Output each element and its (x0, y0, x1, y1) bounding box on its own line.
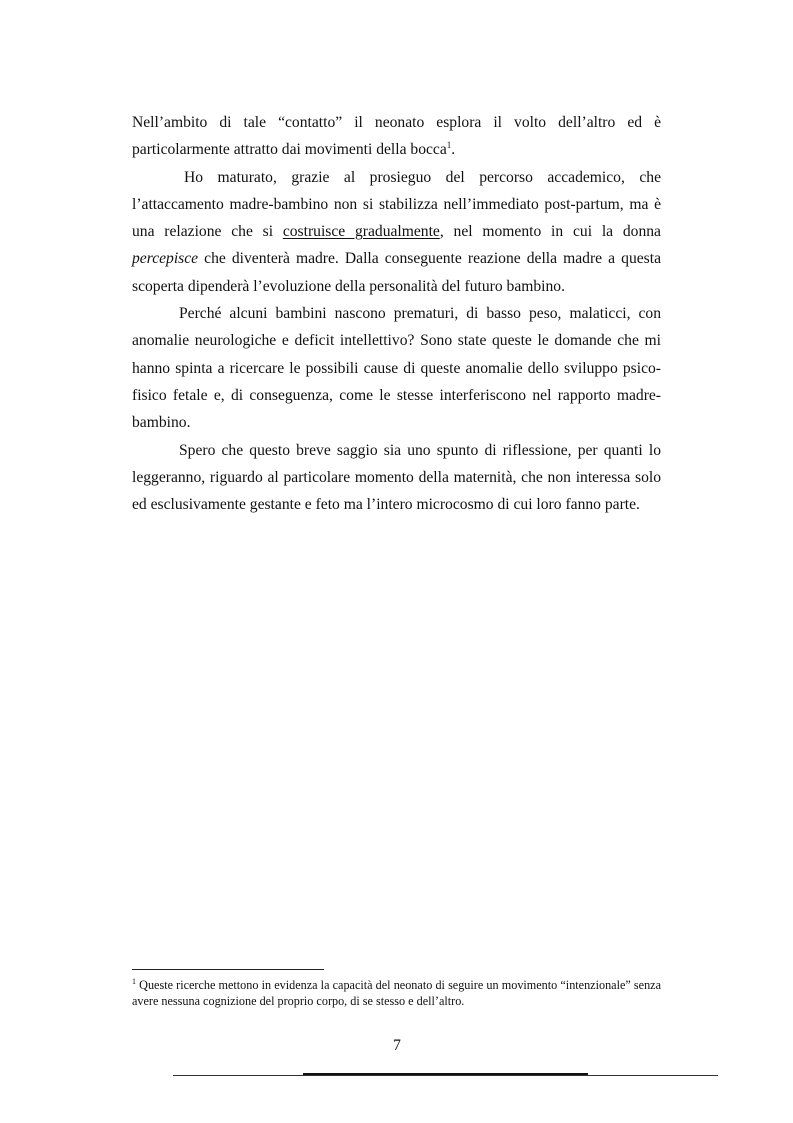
footnote (132, 978, 661, 1009)
page-number: 7 (393, 1037, 401, 1054)
underlined-phrase: costruisce gradualmente (282, 223, 440, 241)
paragraph-1-end: . (451, 141, 456, 159)
paragraph-1-text: Nell’ambito di tale “contatto” il neonato esplora il volto dell’altro ed è particolarmente attratto dai movimenti della bocca (132, 114, 661, 159)
body-text (132, 109, 661, 518)
italic-word: percepisce (132, 250, 199, 268)
paragraph-2-text-c: che diventerà madre. Dalla conseguente reazione della madre a questa scoperta dipenderà l’evoluzione della personalità del futuro bambino. (132, 250, 661, 295)
footnote-number: 1 (132, 977, 136, 986)
footnote-text: Queste ricerche mettono in evidenza la capacità del neonato di seguire un movimento “intenzionale” senza avere nessuna cognizione del proprio corpo, di se stesso e dell’altro. (132, 978, 661, 1008)
paragraph-2-text-a: Ho maturato, grazie al prosieguo del percorso accademico, che l’attaccamento madre-bambino non si stabilizza nell’immediato post-partum, ma è una relazione che si (132, 168, 661, 241)
paragraph-4: Spero che questo breve saggio sia uno spunto di riflessione, per quanti lo leggeranno, riguardo al particolare momento della maternità, che non interessa solo ed esclusivamente gestante e feto ma l’intero microcosmo di cui loro fanno parte. (132, 441, 661, 514)
paragraph-1 (132, 109, 661, 164)
footnote-separator (132, 969, 324, 970)
footer-rule-accent (303, 1073, 588, 1075)
paragraph-2 (132, 164, 661, 300)
footnote-reference: 1 (446, 140, 452, 151)
footer-rule (173, 1075, 718, 1076)
paragraph-2-text-b: , nel momento in cui la donna (439, 223, 661, 241)
paragraph-3: Perché alcuni bambini nascono prematuri, di basso peso, malaticci, con anomalie neurologiche e deficit intellettivo? Sono state queste le domande che mi hanno spinta a ricercare le possibili cause di queste anomalie dello sviluppo psico-fisico fetale e, di conseguenza, come le stesse interferiscono nel rapporto madre-bambino. (132, 305, 661, 432)
